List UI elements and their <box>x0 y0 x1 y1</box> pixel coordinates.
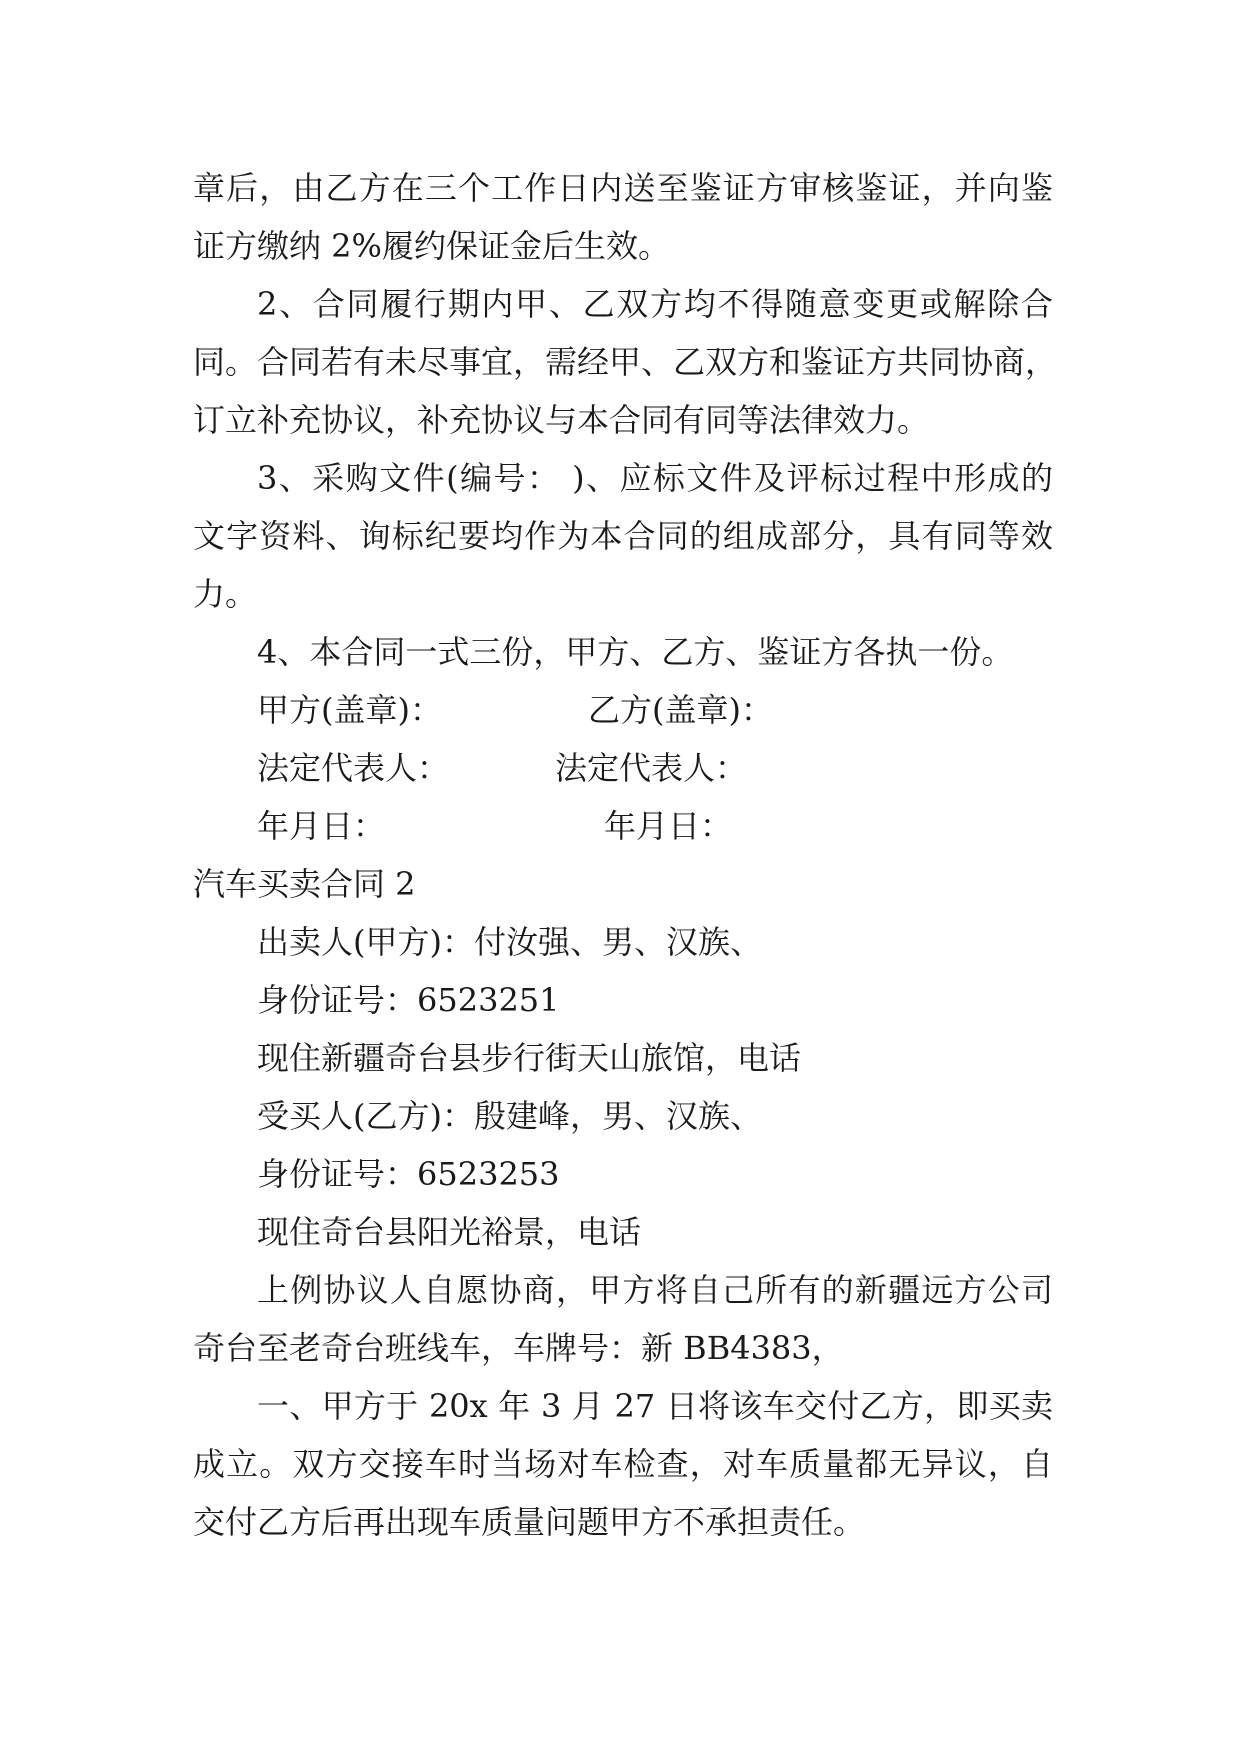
paragraph-6-line-3: 交付乙方后再出现车质量问题甲方不承担责任。 <box>193 1503 866 1541</box>
paragraph-5-line-2: 奇台至老奇台班线车，车牌号：新 BB4383， <box>193 1329 844 1367</box>
buyer-address-line: 现住奇台县阳光裕景，电话 <box>257 1213 642 1251</box>
buyer-line-1: 受买人(乙方)：殷建峰，男、汉族、 <box>257 1097 762 1135</box>
buyer-id-line: 身份证号：6523253 <box>257 1155 560 1193</box>
party-b-seal-label: 乙方(盖章)： <box>588 691 773 729</box>
seller-id-line: 身份证号：6523251 <box>257 981 560 1019</box>
paragraph-1-line-2: 证方缴纳 2%履约保证金后生效。 <box>193 227 670 265</box>
paragraph-2-line-2: 同。合同若有未尽事宜，需经甲、乙双方和鉴证方共同协商， <box>193 343 1058 381</box>
party-a-representative-label: 法定代表人： <box>257 749 450 787</box>
paragraph-4-line-1: 4、本合同一式三份，甲方、乙方、鉴证方各执一份。 <box>257 633 1014 671</box>
paragraph-5-line-1: 上例协议人自愿协商，甲方将自己所有的新疆远方公司 <box>257 1271 1053 1309</box>
paragraph-3-line-1: 3、采购文件(编号： )、应标文件及评标过程中形成的 <box>257 459 1053 497</box>
party-b-representative-label: 法定代表人： <box>555 749 748 787</box>
paragraph-2-line-1: 2、合同履行期内甲、乙双方均不得随意变更或解除合 <box>257 285 1053 323</box>
party-a-seal-label: 甲方(盖章)： <box>257 691 442 729</box>
paragraph-1-line-1: 章后，由乙方在三个工作日内送至鉴证方审核鉴证，并向鉴 <box>193 169 1053 207</box>
paragraph-3-line-3: 力。 <box>193 575 258 613</box>
paragraph-2-line-3: 订立补充协议，补充协议与本合同有同等法律效力。 <box>193 401 930 439</box>
paragraph-6-line-2: 成立。双方交接车时当场对车检查，对车质量都无异议，自 <box>193 1445 1053 1483</box>
paragraph-3-line-2: 文字资料、询标纪要均作为本合同的组成部分，具有同等效 <box>193 517 1053 555</box>
section-title: 汽车买卖合同 2 <box>193 865 416 903</box>
paragraph-6-line-1: 一、甲方于 20x 年 3 月 27 日将该车交付乙方，即买卖 <box>257 1387 1053 1425</box>
party-b-date-label: 年月日： <box>604 807 733 845</box>
seller-line-1: 出卖人(甲方)：付汝强、男、汉族、 <box>257 923 762 961</box>
seller-address-line: 现住新疆奇台县步行街天山旅馆，电话 <box>257 1039 802 1077</box>
party-a-date-label: 年月日： <box>257 807 386 845</box>
